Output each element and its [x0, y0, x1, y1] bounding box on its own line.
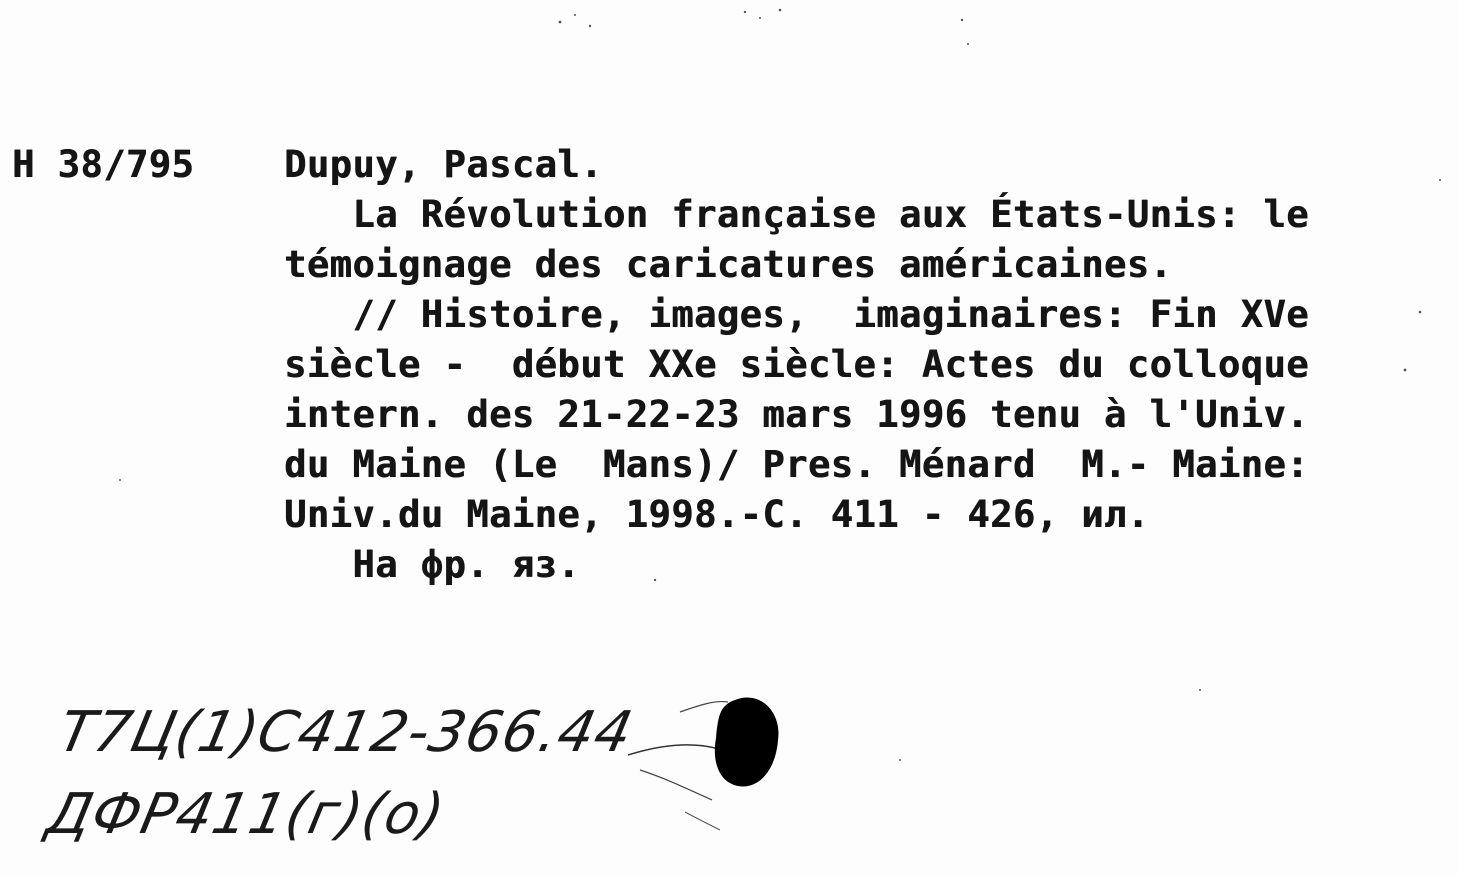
title-line-2: témoignage des caricatures américaines.: [284, 243, 1173, 286]
author-line: Dupuy, Pascal.: [284, 143, 603, 186]
source-line-2: siècle - début XXe siècle: Actes du colloque: [284, 343, 1309, 386]
handwritten-subject-code: ДФР411(г)(о): [41, 782, 451, 847]
source-line-1: // Histoire, images, imaginaires: Fin XVe: [284, 293, 1309, 336]
handwritten-classification: Т7Ц(1)С412-366.44: [53, 700, 639, 765]
imprint-line: Univ.du Maine, 1998.-С. 411 - 426, ил.: [284, 493, 1150, 536]
source-line-4: du Maine (Le Mans)/ Pres. Ménard M.- Maine:: [284, 443, 1309, 486]
title-line-1: La Révolution française aux États-Unis: le: [284, 193, 1309, 236]
language-note: На фр. яз.: [284, 543, 581, 586]
source-line-3: intern. des 21-22-23 mars 1996 tenu à l'Univ.: [284, 393, 1309, 436]
shelfmark: Н 38/795: [12, 143, 195, 186]
